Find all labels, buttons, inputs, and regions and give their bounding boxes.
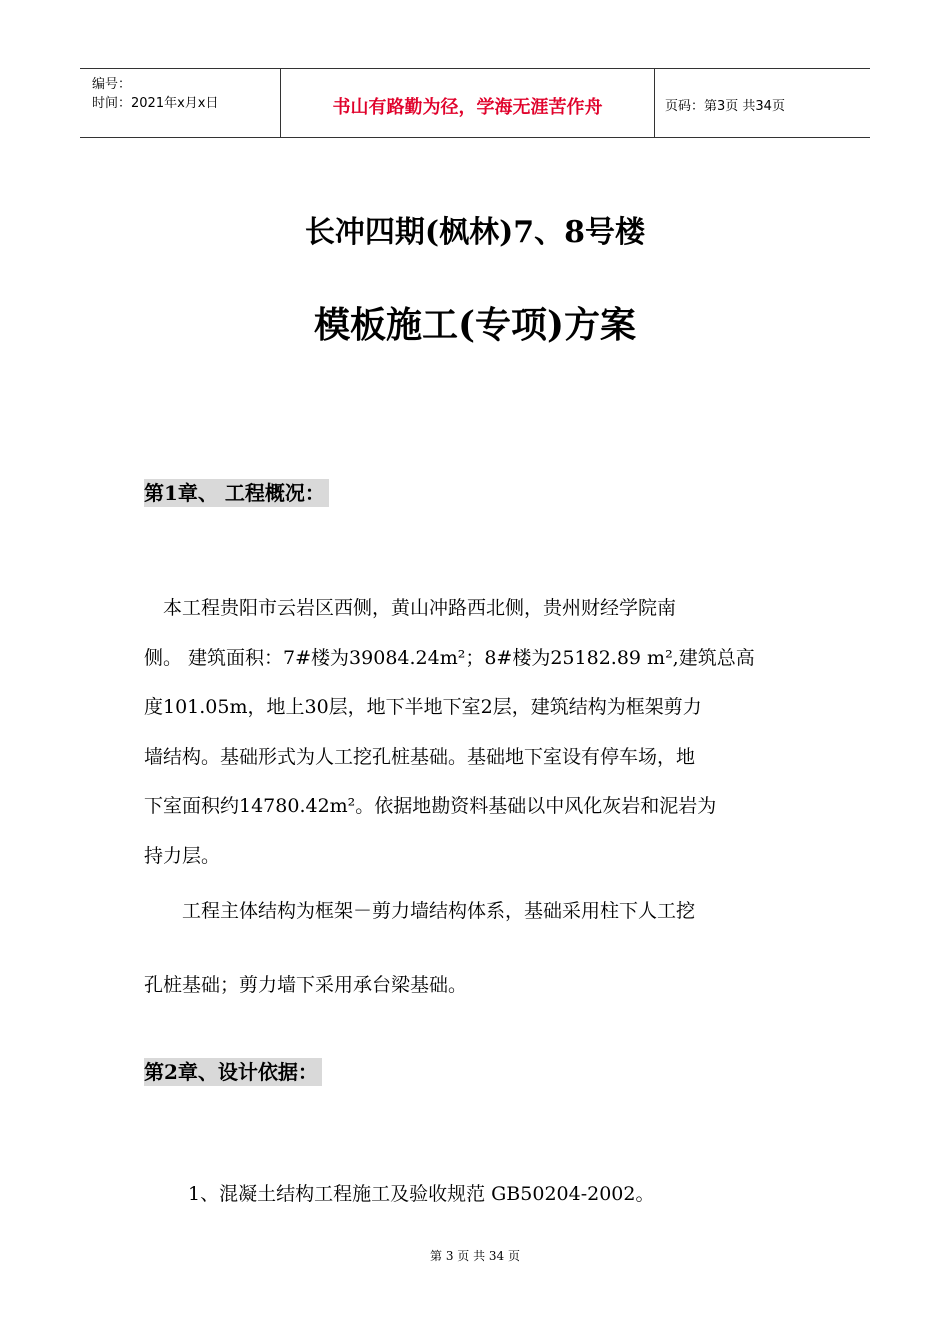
page-header xyxy=(80,68,870,138)
chapter1-paragraph2-line1: 工程主体结构为框架－剪力墙结构体系，基础采用柱下人工挖 xyxy=(182,900,696,922)
document-title-line1: 长冲四期(枫林)7、8号楼 xyxy=(304,215,646,250)
paragraph-line: 度101.05m，地上30层，地下半地下室2层，建筑结构为框架剪力 xyxy=(144,696,702,718)
paragraph-line: 本工程贵阳市云岩区西侧，黄山冲路西北侧，贵州财经学院南 xyxy=(144,597,677,619)
chapter1-heading: 第1章、 工程概况： xyxy=(144,479,329,507)
paragraph-line: 持力层。 xyxy=(144,844,221,867)
header-page-cell xyxy=(653,69,870,137)
header-motto-cell xyxy=(280,69,655,137)
paragraph-line: 侧。 建筑面积：7#楼为39084.24m²；8#楼为25182.89 m²,建筑总高 xyxy=(144,646,755,669)
header-meta-cell xyxy=(80,69,280,137)
header-page-info: 页码：第3页 共34页 xyxy=(665,99,785,114)
paragraph-line: 墙结构。基础形式为人工挖孔桩基础。基础地下室设有停车场，地 xyxy=(144,745,696,768)
chapter1-paragraph1 xyxy=(144,584,804,881)
document-number-label: 编号： xyxy=(92,77,132,92)
document-time-label: 时间：2021年x月x日 xyxy=(92,96,219,111)
document-title-line2: 模板施工(专项)方案 xyxy=(313,304,637,346)
header-motto: 书山有路勤为径，学海无涯苦作舟 xyxy=(332,97,603,118)
paragraph-line: 下室面积约14780.42m²。依据地勘资料基础以中风化灰岩和泥岩为 xyxy=(144,795,717,817)
chapter1-paragraph2-line2: 孔桩基础；剪力墙下采用承台梁基础。 xyxy=(144,974,468,996)
chapter2-heading: 第2章、设计依据： xyxy=(144,1058,322,1086)
chapter2-item1: 1、混凝土结构工程施工及验收规范 GB50204-2002。 xyxy=(188,1183,655,1205)
page-footer: 第 3 页 共 34 页 xyxy=(430,1249,520,1263)
